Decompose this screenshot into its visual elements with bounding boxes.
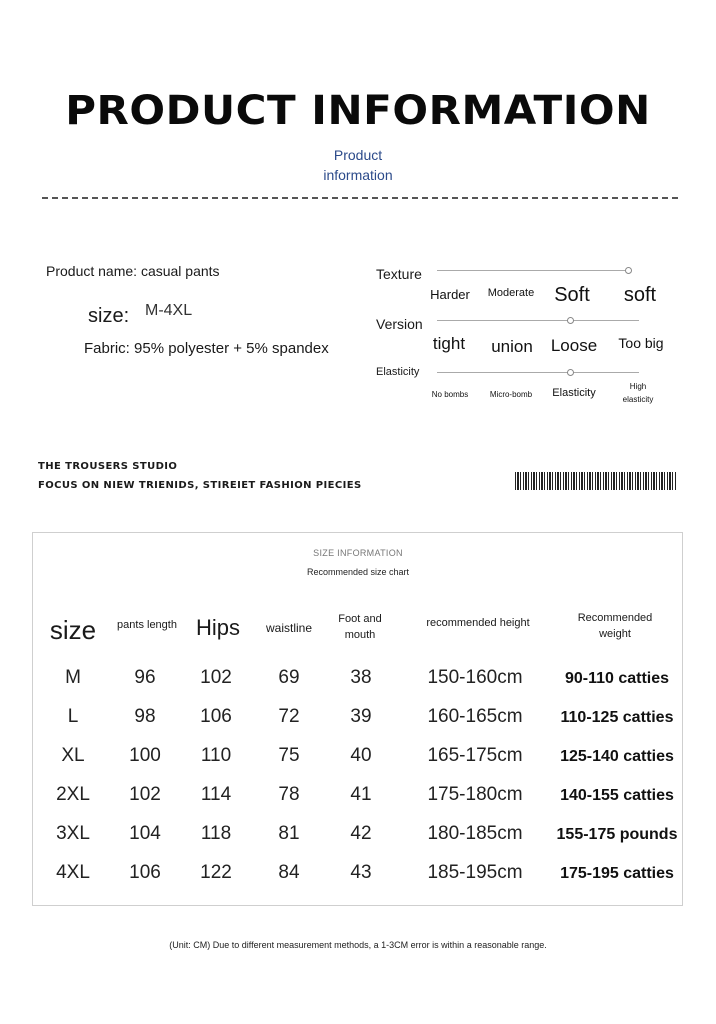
table-cell: 180-185cm bbox=[427, 823, 523, 844]
table-cell: 43 bbox=[350, 862, 372, 883]
page-subtitle bbox=[0, 145, 716, 185]
table-cell: 110-125 catties bbox=[560, 709, 674, 726]
barcode-icon bbox=[515, 472, 676, 490]
scale-marker-elasticity bbox=[567, 369, 574, 376]
table-cell: 96 bbox=[134, 667, 156, 688]
size-value: M-4XL bbox=[145, 302, 193, 319]
elasticity-option-3: Elasticity bbox=[552, 387, 596, 399]
fabric-info: Fabric: 95% polyester + 5% spandex bbox=[84, 340, 329, 357]
subtitle-line-1: Product bbox=[333, 147, 383, 163]
table-cell: 185-195cm bbox=[427, 862, 523, 883]
table-cell: 102 bbox=[200, 667, 232, 688]
table-subheading: Recommended size chart bbox=[306, 567, 410, 577]
elasticity-option-4: High elasticity bbox=[622, 382, 654, 404]
col-header-weight: Recommended weight bbox=[577, 612, 653, 640]
version-option-1: tight bbox=[432, 334, 466, 353]
table-cell: 175-195 catties bbox=[560, 865, 674, 882]
texture-option-1: Harder bbox=[430, 287, 470, 302]
table-cell: 42 bbox=[350, 823, 372, 844]
table-cell: 78 bbox=[278, 784, 300, 805]
table-cell: 122 bbox=[200, 862, 232, 883]
studio-tagline: FOCUS ON NIEW TRIENIDS, STIREIET FASHION PIECIES bbox=[38, 480, 362, 491]
elasticity-option-2: Micro-bomb bbox=[489, 390, 533, 399]
table-cell: 106 bbox=[129, 862, 161, 883]
table-cell: 175-180cm bbox=[427, 784, 523, 805]
table-cell: 81 bbox=[278, 823, 300, 844]
table-cell: 114 bbox=[200, 784, 232, 805]
texture-option-2: Moderate bbox=[487, 287, 535, 299]
table-cell: 75 bbox=[278, 745, 300, 766]
table-cell: 118 bbox=[200, 823, 232, 844]
version-option-2: union bbox=[491, 337, 533, 356]
table-cell: 69 bbox=[278, 667, 300, 688]
table-heading: SIZE INFORMATION bbox=[313, 548, 403, 558]
col-header-pants-length: pants length bbox=[117, 619, 177, 631]
texture-option-3: Soft bbox=[554, 284, 590, 306]
subtitle-line-2: information bbox=[323, 167, 393, 183]
table-cell: 102 bbox=[129, 784, 161, 805]
version-option-4: Too big bbox=[618, 335, 664, 351]
table-cell: XL bbox=[61, 745, 85, 766]
scale-line-version bbox=[437, 320, 639, 321]
table-cell: 90-110 catties bbox=[564, 670, 670, 687]
table-cell: 2XL bbox=[56, 784, 90, 805]
col-header-height: recommended height bbox=[426, 617, 530, 629]
table-cell: 160-165cm bbox=[427, 706, 523, 727]
table-cell: L bbox=[67, 706, 79, 727]
divider bbox=[42, 197, 678, 199]
table-cell: 39 bbox=[350, 706, 372, 727]
col-header-foot-mouth: Foot and mouth bbox=[338, 613, 382, 641]
col-header-size: size bbox=[49, 615, 97, 645]
studio-name: THE TROUSERS STUDIO bbox=[38, 461, 178, 472]
table-cell: 140-155 catties bbox=[560, 787, 674, 804]
table-cell: M bbox=[65, 667, 81, 688]
version-option-3: Loose bbox=[550, 336, 598, 355]
scale-line-texture bbox=[437, 270, 625, 271]
table-cell: 84 bbox=[278, 862, 300, 883]
table-cell: 125-140 catties bbox=[560, 748, 674, 765]
texture-option-4: soft bbox=[623, 284, 657, 306]
table-cell: 41 bbox=[350, 784, 372, 805]
table-cell: 110 bbox=[200, 745, 232, 766]
scale-marker-version bbox=[567, 317, 574, 324]
scale-marker-texture bbox=[625, 267, 632, 274]
table-cell: 155-175 pounds bbox=[556, 826, 678, 843]
elasticity-option-1: No bombs bbox=[431, 390, 469, 399]
table-cell: 38 bbox=[350, 667, 372, 688]
footnote: (Unit: CM) Due to different measurement methods, a 1-3CM error is within a reasonable range. bbox=[169, 940, 547, 950]
scale-label-version: Version bbox=[376, 316, 423, 332]
scale-line-elasticity bbox=[437, 372, 639, 373]
col-header-hips: Hips bbox=[195, 615, 240, 640]
table-cell: 106 bbox=[200, 706, 232, 727]
table-cell: 104 bbox=[129, 823, 161, 844]
table-cell: 72 bbox=[278, 706, 300, 727]
table-cell: 100 bbox=[129, 745, 161, 766]
col-header-waistline: waistline bbox=[265, 621, 313, 635]
table-cell: 165-175cm bbox=[427, 745, 523, 766]
product-name: Product name: casual pants bbox=[46, 263, 220, 279]
page-title: PRODUCT INFORMATION bbox=[65, 88, 651, 134]
table-cell: 40 bbox=[350, 745, 372, 766]
table-cell: 98 bbox=[134, 706, 156, 727]
table-cell: 3XL bbox=[56, 823, 90, 844]
size-label: size: bbox=[88, 305, 130, 327]
table-cell: 150-160cm bbox=[427, 667, 523, 688]
scale-label-elasticity: Elasticity bbox=[376, 366, 420, 378]
table-cell: 4XL bbox=[56, 862, 90, 883]
scale-label-texture: Texture bbox=[376, 266, 422, 282]
